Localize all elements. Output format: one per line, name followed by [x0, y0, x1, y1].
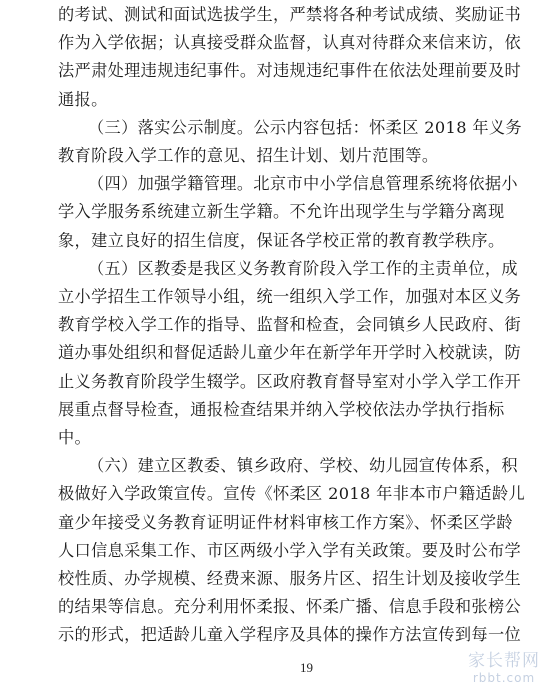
text-line: 的考试、测试和面试选拔学生，严禁将各种考试成绩、奖励证书 [58, 5, 522, 24]
text-line: 中。 [58, 428, 92, 447]
text-line: 法严肃处理违规违纪事件。对违规违纪事件在依法处理前要及时 [58, 61, 522, 81]
text-line: （五）区教委是我区义务教育阶段入学工作的主责单位，成 [88, 258, 518, 278]
text-line: 止义务教育阶段学生辍学。区政府教育督导室对小学入学工作开 [58, 371, 522, 391]
text-line: （三）落实公示制度。公示内容包括：怀柔区 2018 年义务 [88, 117, 522, 137]
text-line: 童少年接受义务教育证明证件材料审核工作方案》、怀柔区学龄 [58, 512, 513, 532]
text-line: 立小学招生工作领导小组，统一组织入学工作，加强对本区义务 [58, 287, 522, 306]
text-line: 示的形式，把适龄儿童入学程序及具体的操作方法宣传到每一位 [58, 625, 522, 645]
text-line: （六）建立区教委、镇乡政府、学校、幼儿园宣传体系，积 [88, 456, 518, 476]
text-line: 道办事处组织和督促适龄儿童少年在新学年开学时入校就读，防 [58, 343, 522, 363]
watermark-bottom: rbbt.com [472, 671, 536, 685]
text-line: 教育阶段入学工作的意见、招生计划、划片范围等。 [58, 146, 439, 165]
text-line: 象，建立良好的招生信度，保证各学校正常的教育教学秩序。 [58, 230, 505, 250]
watermark-logo [452, 652, 556, 688]
text-line: 人口信息采集工作、市区两级小学入学有关政策。要及时公布学 [58, 540, 522, 560]
text-line: 的结果等信息。充分利用怀柔报、怀柔广播、信息手段和张榜公 [58, 597, 522, 617]
text-line: 极做好入学政策宣传。宣传《怀柔区 2018 年非本市户籍适龄儿 [58, 484, 526, 504]
text-line: 校性质、办学规模、经费来源、服务片区、招生计划及接收学生 [58, 569, 522, 588]
text-line: 教育学校入学工作的指导、监督和检查，会同镇乡人民政府、街 [58, 315, 522, 335]
text-line: 通报。 [58, 89, 108, 109]
text-line: 展重点督导检查，通报检查结果并纳入学校依法办学执行指标 [58, 399, 505, 419]
text-line: 作为入学依据；认真接受群众监督，认真对待群众来信来访，依 [58, 33, 522, 53]
watermark-top: 家长帮网 [468, 651, 540, 671]
text-line: 学入学服务系统建立新生学籍。不允许出现学生与学籍分离现 [58, 202, 505, 222]
page-number: 19 [300, 660, 313, 675]
text-line: （四）加强学籍管理。北京市中小学信息管理系统将依据小 [88, 174, 518, 194]
